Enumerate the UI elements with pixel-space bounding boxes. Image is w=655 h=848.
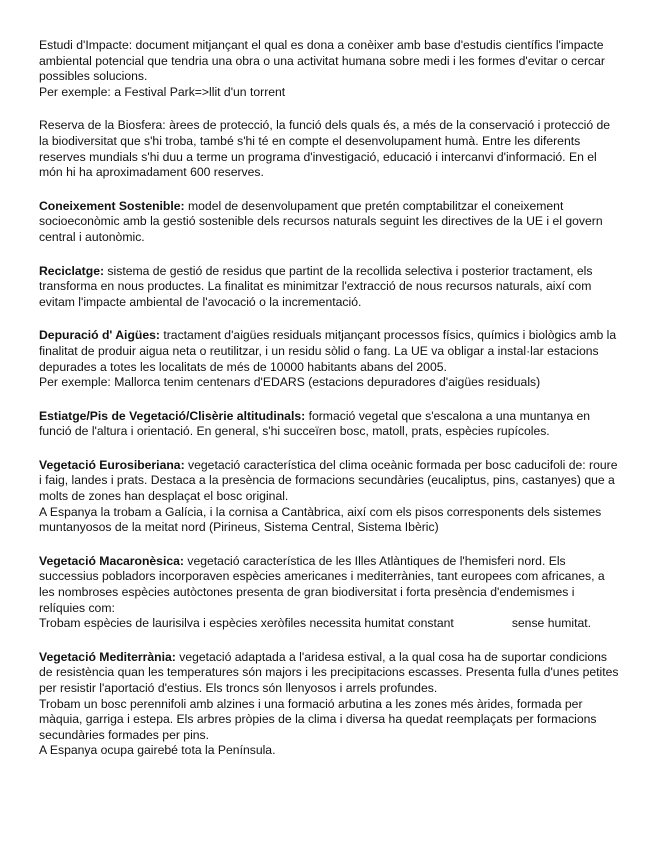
definition-text: Estudi d'Impacte: document mitjançant el qual es dona a conèixer amb base d'estudis científics l'impacte ambiental potencial que tendria una obra o una activitat humana sobre medi i les formes d'evitar o cercar possibles solucions. <box>39 38 605 84</box>
term-heading: Reciclatge: <box>39 263 105 278</box>
example-text: Per exemple: a Festival Park=>llit d'un torrent <box>39 84 286 99</box>
definition-text: vegetació adaptada a l'aridesa estival, a la qual cosa ha de suportar condicions de resistència quan les temperatures són majors i les precipitacions escasses. Presenta fulla d'unes petites per resistir l'aportació d'estius. Els troncs són llenyosos i arrels profundes. <box>39 649 619 695</box>
definition-text: tractament d'aigües residuals mitjançant processos físics, químics i biològics amb la finalitat de produir aigua neta o reutilitzar, i un residu sòlid o fang. La UE va obligar a instal·lar estacions depurades a totes les localitats de més de 10000 habitants abans del 2005. <box>39 328 617 374</box>
term-heading: Depuració d' Aigües: <box>39 328 160 343</box>
species-text-a: Trobam espècies de laurisilva i espècies xeròfiles necessita humitat constant <box>39 616 454 631</box>
entry-vegetacio-mediterrania <box>39 650 621 759</box>
definition-text: Reserva de la Biosfera: àrees de protecció, la funció dels quals és, a més de la conservació i protecció de la biodiversitat que s'hi troba, també s'hi té en compte el desenvolupament humà. Entre les diferents reserves mundials s'hi duu a terme un programa d'investigació, educació i intercanvi d'informació. En el món hi ha aproximadament 600 reserves. <box>39 118 611 180</box>
definition-paragraph <box>39 409 621 440</box>
definition-paragraph <box>39 458 621 505</box>
location-text: A Espanya ocupa gairebé tota la Península. <box>39 743 276 758</box>
definition-text: vegetació característica de les Illes Atlàntiques de l'hemisferi nord. Els successius pobladors incorporaven espècies americanes i mediterrànies, tant europees com africanes, a les nombroses espècies autòctones presenta de gran biodiversitat i forta presència d'endemismes i relíquies com: <box>39 553 605 615</box>
definition-paragraph <box>39 199 621 246</box>
definition-text: sistema de gestió de residus que partint de la recollida selectiva i posterior tractament, els transforma en nous productes. La finalitat es minimitzar l'extracció de nous recursos naturals, així com evitam l'impacte ambiental de l'avocació o la incrementació. <box>39 263 593 309</box>
definition-paragraph <box>39 554 621 616</box>
definition-text: model de desenvolupament que pretén comptabilitzar el coneixement socioeconòmic amb la gestió sostenible dels recursos naturals seguint les directives de la UE i el govern central i autonòmic. <box>39 198 603 244</box>
definition-text: formació vegetal que s'escalona a una muntanya en funció de l'altura i orientació. En general, s'hi succeïren bosc, matoll, prats, espècies rupícoles. <box>39 408 591 439</box>
definition-paragraph <box>39 328 621 375</box>
term-heading: Coneixement Sostenible: <box>39 198 185 213</box>
entry-vegetacio-eurosiberiana <box>39 458 621 536</box>
entry-depuracio-aigues <box>39 328 621 390</box>
entry-coneixement-sostenible <box>39 199 621 246</box>
species-text-b: sense humitat. <box>511 616 592 631</box>
term-heading: Vegetació Eurosiberiana: <box>39 457 185 472</box>
entry-estudi-impacte <box>39 38 621 100</box>
entry-estiatge <box>39 409 621 440</box>
definition-paragraph <box>39 264 621 311</box>
term-heading: Vegetació Macaronèsica: <box>39 553 184 568</box>
species-text <box>39 616 621 632</box>
location-text: A Espanya la trobam a Galícia, i la cornisa a Cantàbrica, així com els pisos corresponents dels sistemes muntanyosos de la meitat nord (Pirineus, Sistema Central, Sistema Ibèric) <box>39 504 602 535</box>
forest-text: Trobam un bosc perennifoli amb alzines i una formació arbutina a les zones més àrides, formada per màquia, garriga i estepa. Els arbres pròpies de la clima i diversa ha quedat reemplaçats per formacions secundàries formades per pins. <box>39 696 597 742</box>
entry-reciclatge <box>39 264 621 311</box>
definition-paragraph <box>39 650 621 697</box>
example-text: Per exemple: Mallorca tenim centenars d'EDARS (estacions depuradores d'aigües residuals) <box>39 375 541 390</box>
entry-reserva-biosfera <box>39 118 621 180</box>
term-heading: Vegetació Mediterrània: <box>39 649 176 664</box>
document-page <box>39 38 621 777</box>
term-heading: Estiatge/Pis de Vegetació/Clisèrie altitudinals: <box>39 408 306 423</box>
entry-vegetacio-macaronesica <box>39 554 621 632</box>
definition-text: vegetació característica del clima oceànic formada per bosc caducifoli de: roure i faig, landes i prats. Destaca a la presència de formacions secundàries (eucaliptus, pins, castanyes) que a molts de zones han desplaçat el bosc original. <box>39 457 618 504</box>
